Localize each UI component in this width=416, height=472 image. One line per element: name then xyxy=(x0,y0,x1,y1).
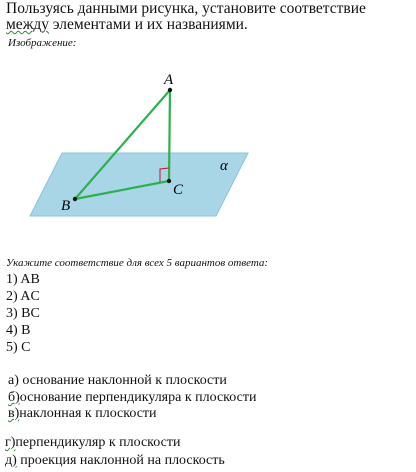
option-number: 1) xyxy=(6,272,18,287)
point-b-dot xyxy=(73,197,77,201)
question-text-underlined: между xyxy=(6,16,50,33)
option-2 xyxy=(6,289,40,305)
point-c-dot xyxy=(167,179,171,183)
answer-text: наклонная к плоскости xyxy=(19,406,157,421)
option-label: AB xyxy=(20,272,40,287)
option-label: B xyxy=(21,323,31,338)
label-c: C xyxy=(173,182,184,198)
segment-ac xyxy=(169,90,170,181)
answer-letter: а) xyxy=(8,373,19,388)
answer-letter: в) xyxy=(8,406,20,421)
answer-letter: д) xyxy=(5,453,17,468)
option-label: C xyxy=(21,340,31,355)
option-5 xyxy=(6,340,31,356)
answer-d xyxy=(5,435,180,451)
option-4 xyxy=(6,323,31,339)
option-3 xyxy=(6,306,40,322)
answer-text: проекция наклонной на плоскость xyxy=(20,453,225,468)
question-text-part2: элементами и их названиями. xyxy=(49,16,248,33)
option-1 xyxy=(6,272,40,288)
label-alpha: α xyxy=(220,158,228,174)
answer-c xyxy=(8,406,157,422)
point-a-dot xyxy=(168,88,172,92)
answer-letter: б) xyxy=(8,390,20,405)
option-number: 3) xyxy=(6,306,18,321)
answer-text: основание наклонной к плоскости xyxy=(22,373,227,388)
option-number: 4) xyxy=(6,323,18,338)
option-number: 5) xyxy=(6,340,18,355)
answer-text: перпендикуляр к плоскости xyxy=(15,435,181,450)
label-a: A xyxy=(164,72,174,88)
answer-text: основание перпендикуляра к плоскости xyxy=(19,390,257,405)
option-number: 2) xyxy=(6,289,18,304)
answer-a xyxy=(8,373,227,389)
label-b: B xyxy=(61,198,71,214)
image-label: Изображение: xyxy=(8,37,77,49)
answer-b xyxy=(8,390,256,406)
option-label: AC xyxy=(20,289,40,304)
question-text-part1: Пользуясь данными рисунка, установите соответствие xyxy=(6,0,366,17)
hint-text: Укажите соответствие для всех 5 вариантов ответа: xyxy=(6,257,269,269)
option-label: BC xyxy=(21,306,40,321)
answer-e xyxy=(5,453,225,469)
answer-letter: г) xyxy=(5,435,16,450)
